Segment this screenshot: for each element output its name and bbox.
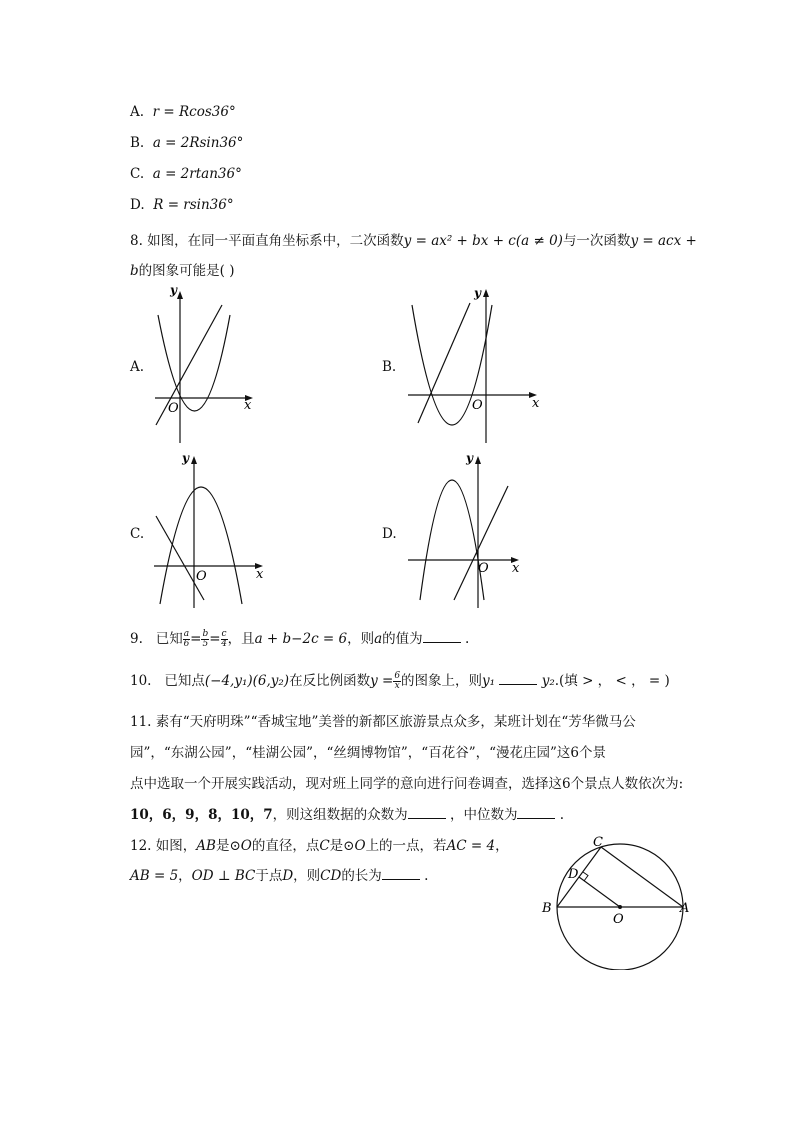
q9-number: 9.	[130, 631, 143, 647]
q12-circle: ⊙O	[343, 838, 366, 854]
q7-option-d	[130, 197, 234, 213]
q12-text: 上的一点，若	[365, 838, 447, 854]
origin-label: O	[472, 398, 483, 413]
q12-perp: OD ⊥ BC	[191, 868, 256, 884]
q12-ab-value: AB = 5	[130, 868, 179, 884]
q9-text: 已知	[155, 631, 183, 647]
axis-y-label: y	[466, 451, 473, 465]
point-a-label: A	[680, 901, 690, 916]
q11-line4	[130, 803, 564, 823]
q12-c: C	[319, 838, 330, 854]
option-expr: R = rsin36°	[153, 197, 234, 213]
frac-num: b	[202, 629, 209, 639]
q8-linear: y = acx +	[630, 233, 697, 249]
center-dot	[618, 905, 622, 909]
q10-points: (−4,y₁)(6,y₂)	[204, 673, 290, 689]
q12-cd: CD	[320, 868, 342, 884]
y-axis-arrow	[191, 456, 197, 464]
axis-x-label: x	[532, 396, 540, 411]
option-expr: a = 2rtan36°	[152, 166, 242, 182]
q11-text: ，中位数为	[449, 807, 518, 823]
point-d-label: D	[568, 867, 579, 882]
graph-b	[404, 283, 544, 445]
answer-blank	[517, 806, 555, 819]
answer-blank	[382, 867, 420, 880]
q10-text: 已知点	[164, 673, 205, 689]
q10-y1: y₁	[482, 673, 496, 689]
graph-label-d: D.	[382, 526, 397, 542]
fraction-6x	[393, 672, 401, 691]
q12-text: ，则	[293, 868, 321, 884]
y-axis-arrow	[483, 289, 489, 297]
q11-line3: 点中选取一个开展实践活动，现对班上同学的意向进行问卷调查，选择这6个景点人数依次为:	[130, 776, 684, 792]
q9-var: a	[374, 631, 383, 647]
frac-num: 6	[394, 671, 401, 681]
q8-text: 8. 如图，在同一平面直角坐标系中，二次函数	[130, 233, 404, 249]
q12-line1	[130, 834, 509, 854]
frac-num: c	[221, 629, 227, 639]
y-axis-arrow	[177, 291, 183, 299]
q8-var-b: b	[130, 263, 139, 279]
q12-text: ，	[495, 838, 509, 854]
graph-c	[150, 450, 275, 610]
point-c-label: C	[593, 835, 603, 850]
q10-func: y =	[370, 673, 394, 689]
option-letter: C.	[130, 166, 145, 182]
option-letter: B.	[130, 135, 145, 151]
equals: =	[190, 631, 202, 647]
point-o-label: O	[613, 912, 624, 927]
q9-text: 的值为	[382, 631, 423, 647]
q12-text: ，	[178, 868, 192, 884]
q10-stem	[130, 669, 670, 691]
q10-number: 10.	[130, 673, 152, 689]
graph-label-a: A.	[130, 359, 145, 375]
frac-den: 4	[221, 639, 227, 649]
q10-text: .(填 > ， < ， = )	[554, 673, 670, 689]
y-axis-arrow	[475, 456, 481, 464]
q10-text: 的图象上，则	[401, 673, 483, 689]
answer-blank	[423, 630, 461, 643]
line	[418, 303, 470, 423]
line	[454, 486, 508, 600]
q10-text: 在反比例函数	[289, 673, 371, 689]
q12-text: 12. 如图，	[130, 838, 197, 854]
point-b-label: B	[542, 901, 552, 916]
axis-x-label: x	[256, 567, 264, 582]
graph-label-b: B.	[382, 359, 397, 375]
q12-text: 的直径，点	[251, 838, 320, 854]
frac-num: a	[183, 629, 190, 639]
axis-y-label: y	[474, 286, 481, 300]
q9-text: ，且	[227, 631, 255, 647]
q12-ab: AB	[196, 838, 216, 854]
axis-x-label: x	[512, 561, 520, 576]
q9-end: .	[464, 631, 470, 647]
option-expr: r = Rcos36°	[152, 104, 236, 120]
q11-line2: 园”，“东湖公园”，“桂湖公园”，“丝绸博物馆”，“百花谷”，“漫花庄园”这6个景	[130, 745, 607, 761]
line	[156, 305, 222, 425]
fraction-c4	[221, 630, 228, 649]
q9-text: ，则	[347, 631, 375, 647]
q12-circle: ⊙O	[229, 838, 252, 854]
origin-label: O	[478, 561, 489, 576]
q12-line2	[130, 864, 428, 884]
q12-text: 是	[329, 838, 344, 854]
q11-data: 10，6，9，8，10，7	[130, 807, 273, 823]
q7-option-a	[130, 104, 236, 120]
q8-stem-line2	[130, 259, 234, 279]
equals: =	[209, 631, 221, 647]
circle-figure	[538, 828, 698, 970]
answer-blank	[408, 806, 446, 819]
q8-stem-line1	[130, 229, 697, 249]
option-expr: a = 2Rsin36°	[152, 135, 244, 151]
q11-end: .	[559, 807, 565, 823]
q8-text: 的图象可能是( )	[138, 263, 235, 279]
q12-text: 于点	[255, 868, 283, 884]
option-letter: A.	[130, 104, 145, 120]
segment-od	[579, 877, 620, 907]
right-angle-mark	[583, 872, 588, 881]
parabola	[420, 480, 484, 600]
q11-line1: 11. 素有“天府明珠”“香城宝地”美誉的新都区旅游景点众多，某班计划在“芳华微马公	[130, 714, 636, 730]
graph-a	[150, 285, 260, 445]
frac-den: 5	[202, 639, 209, 649]
axis-y-label: y	[170, 285, 177, 297]
q10-y2: y₂	[541, 673, 555, 689]
q11-text: ，则这组数据的众数为	[272, 807, 408, 823]
axis-x-label: x	[244, 398, 252, 413]
graph-label-c: C.	[130, 526, 145, 542]
q7-option-c	[130, 166, 242, 182]
origin-label: O	[196, 569, 207, 584]
q12-end: .	[424, 868, 429, 884]
option-letter: D.	[130, 197, 145, 213]
q9-condition: a + b−2c = 6	[254, 631, 348, 647]
frac-den: x	[394, 681, 400, 691]
frac-den: 6	[183, 639, 190, 649]
q12-d: D	[282, 868, 294, 884]
parabola	[158, 315, 230, 411]
chord-ca	[601, 847, 683, 907]
origin-label: O	[168, 401, 179, 416]
q7-option-b	[130, 135, 243, 151]
answer-blank	[499, 672, 537, 685]
axis-y-label: y	[182, 451, 189, 465]
q12-text: 的长为	[341, 868, 382, 884]
q12-text: 是	[215, 838, 230, 854]
graph-d	[404, 450, 534, 610]
q8-text: 与一次函数	[562, 233, 631, 249]
q8-quadratic: y = ax² + bx + c(a ≠ 0)	[403, 233, 563, 249]
q9-stem	[130, 627, 469, 649]
q12-ac: AC = 4	[446, 838, 496, 854]
